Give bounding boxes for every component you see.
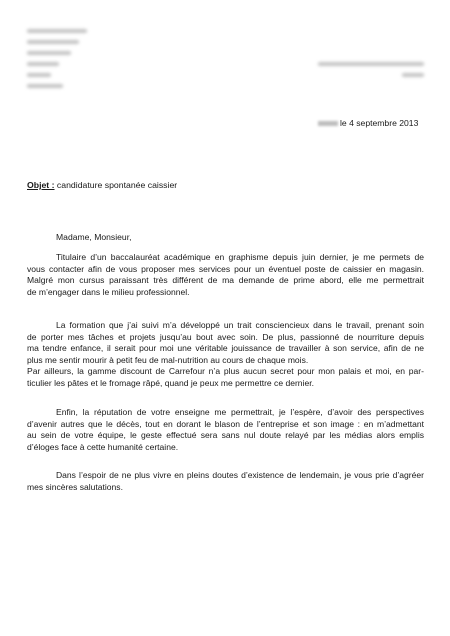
paragraph-line: La formation que j’ai suivi m’a développé un trait consciencieux dans le travail, prenant soin — [56, 320, 424, 330]
subject-label: Objet : — [27, 180, 55, 190]
paragraph-line: mes sincères salutations. — [27, 481, 123, 492]
subject-text: candidature spontanée caissier — [54, 180, 178, 190]
paragraph-line: au sein de votre équipe, le geste effectué sera sans nul doute relayé par les médias alors emplis — [27, 430, 424, 441]
paragraph-1 — [27, 252, 424, 298]
paragraph-line: ma tendre enfance, il serait pour moi une véritable jouissance de travailler à son service, afin de ne — [27, 343, 424, 354]
city-redacted — [318, 121, 338, 126]
paragraph-4 — [27, 470, 424, 493]
paragraph-line: Enfin, la réputation de votre enseigne me permettrait, je l’espère, d’avoir des perspectives — [56, 407, 424, 417]
paragraph-line: Dans l’espoir de ne plus vivre en pleins doutes d’existence de lendemain, je vous prie d’agréer — [56, 470, 424, 480]
letter-date: le 4 septembre 2013 — [318, 119, 418, 128]
paragraph-line: de porter mes tâches et projets jusqu’au bout avec soin. De plus, passionné de nourriture depuis — [27, 331, 424, 342]
paragraph-line: Par ailleurs, la gamme discount de Carrefour n’a plus aucun secret pour mon palais et moi, en par- — [27, 366, 424, 377]
paragraph-line: de m’engager dans le milieu professionnel. — [27, 286, 190, 297]
greeting: Madame, Monsieur, — [56, 232, 132, 242]
paragraph-line: ticulier les pâtes et le fromage râpé, quand je peux me permettre ce dernier. — [27, 377, 314, 388]
paragraph-line: Titulaire d’un baccalauréat académique en graphisme depuis juin dernier, je me permets de — [56, 252, 424, 262]
paragraph-line: vous contacter afin de vous proposer mes services pour un éventuel poste de caissier en magasin. — [27, 263, 424, 274]
subject-line — [27, 180, 177, 190]
paragraph-line: d’éloges face à cette humanité certaine. — [27, 441, 179, 452]
paragraph-line: plus me sentir mourir à petit feu de mal-nutrition au cours de chaque mois. — [27, 354, 309, 365]
paragraph-3 — [27, 407, 424, 453]
paragraph-2 — [27, 320, 424, 390]
paragraph-line: d’avenir autres que le décès, tout en dorant le blason de l’entreprise et son image : en m’admettant — [27, 418, 424, 429]
paragraph-line: Malgré mon cursus paraissant très différent de ma demande de prime abord, elle me permettrait — [27, 275, 424, 286]
